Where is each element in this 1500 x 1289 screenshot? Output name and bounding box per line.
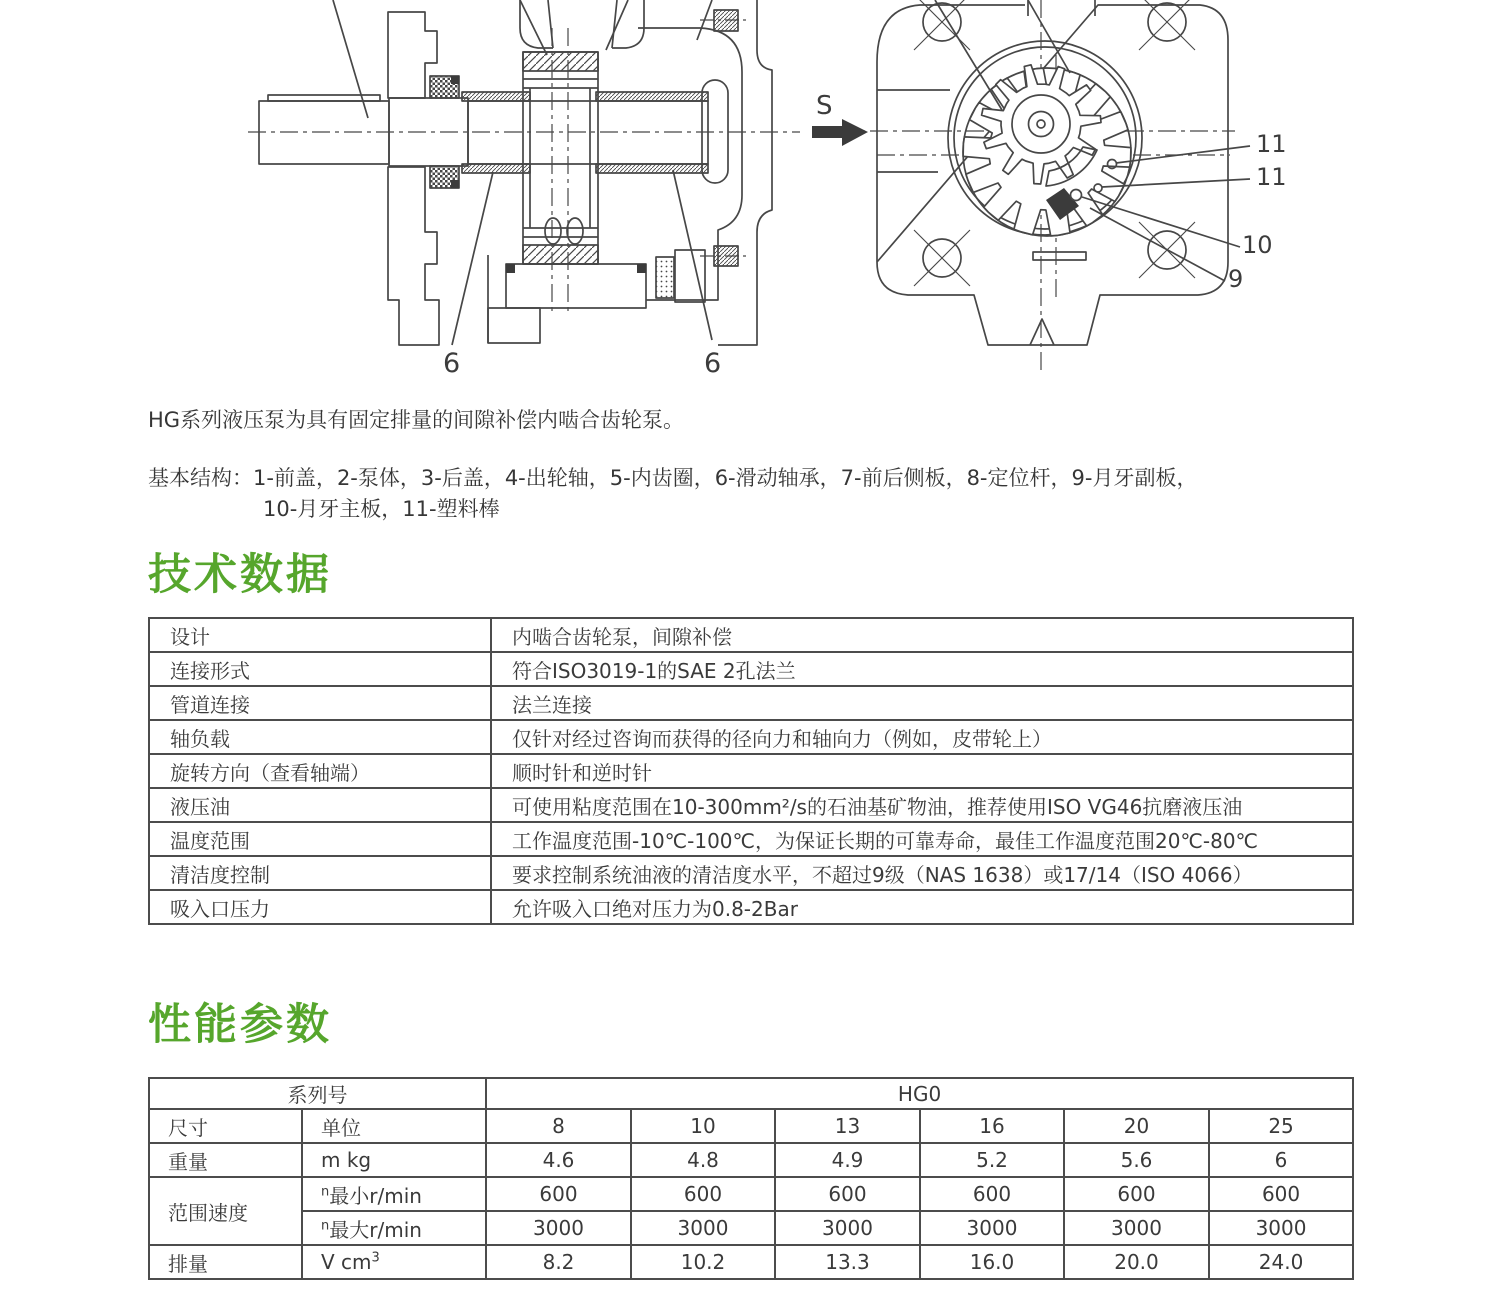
spec-label: 清洁度控制 [149, 856, 491, 890]
speed-max-value: 3000 [1064, 1211, 1209, 1245]
table-row [149, 822, 1353, 856]
speed-max-value: 3000 [920, 1211, 1064, 1245]
part-6-label-right: 6 [704, 348, 722, 379]
size-value: 25 [1209, 1109, 1353, 1143]
intro-paragraph: HG系列液压泵为具有固定排量的间隙补偿内啮合齿轮泵。 [148, 408, 685, 432]
spec-label: 管道连接 [149, 686, 491, 720]
spec-label: 温度范围 [149, 822, 491, 856]
table-row [149, 1177, 1353, 1211]
structure-list [148, 463, 1408, 525]
speed-min-value: 600 [1209, 1177, 1353, 1211]
table-row [149, 686, 1353, 720]
tech-data-heading: 技术数据 [148, 550, 332, 600]
table-row [149, 1078, 1353, 1109]
weight-value: 4.9 [775, 1143, 920, 1177]
tech-data-table [148, 617, 1354, 925]
part-9-label: 9 [1228, 265, 1244, 293]
speed-max-unit: $^n$最大r/min [302, 1211, 486, 1245]
weight-value: 6 [1209, 1143, 1353, 1177]
spec-value: 可使用粘度范围在10-300mm²/s的石油基矿物油，推荐使用ISO VG46抗磨液压油 [491, 788, 1353, 822]
structure-line1: 1-前盖，2-泵体，3-后盖，4-出轮轴，5-内齿圈，6-滑动轴承，7-前后侧板，8-定位杆，9-月牙副板， [253, 466, 1198, 490]
spec-label: 吸入口压力 [149, 890, 491, 924]
speed-min-value: 600 [775, 1177, 920, 1211]
spec-label: 轴负载 [149, 720, 491, 754]
front-view [812, 0, 1287, 375]
performance-heading: 性能参数 [148, 1000, 332, 1050]
performance-table [148, 1077, 1354, 1280]
weight-unit: m kg [302, 1143, 486, 1177]
size-value: 10 [631, 1109, 775, 1143]
weight-value: 5.2 [920, 1143, 1064, 1177]
series-value: HG0 [486, 1078, 1353, 1109]
weight-value: 5.6 [1064, 1143, 1209, 1177]
weight-value: 4.8 [631, 1143, 775, 1177]
spec-label: 连接形式 [149, 652, 491, 686]
table-row [149, 788, 1353, 822]
spec-value: 允许吸入口绝对压力为0.8-2Bar [491, 890, 1353, 924]
series-label: 系列号 [149, 1078, 486, 1109]
size-value: 20 [1064, 1109, 1209, 1143]
spec-label: 设计 [149, 618, 491, 652]
speed-min-value: 600 [631, 1177, 775, 1211]
speed-range-label: 范围速度 [149, 1177, 302, 1245]
table-row [149, 1143, 1353, 1177]
size-value: 16 [920, 1109, 1064, 1143]
speed-min-value: 600 [920, 1177, 1064, 1211]
speed-min-value: 600 [1064, 1177, 1209, 1211]
size-label: 尺寸 [149, 1109, 302, 1143]
unit-label: 单位 [302, 1109, 486, 1143]
cross-section-view [248, 0, 800, 379]
displacement-value: 8.2 [486, 1245, 631, 1279]
table-row [149, 1109, 1353, 1143]
displacement-value: 13.3 [775, 1245, 920, 1279]
speed-max-value: 3000 [775, 1211, 920, 1245]
pump-drawings-figure [0, 0, 1500, 380]
table-row [149, 720, 1353, 754]
part-11-label-top: 11 [1256, 130, 1287, 158]
speed-max-value: 3000 [486, 1211, 631, 1245]
table-row [149, 1211, 1353, 1245]
s-port-label: S [816, 91, 833, 121]
spec-value: 工作温度范围-10℃-100℃，为保证长期的可靠寿命，最佳工作温度范围20℃-80℃ [491, 822, 1353, 856]
structure-line2: 10-月牙主板，11-塑料棒 [263, 497, 500, 521]
weight-value: 4.6 [486, 1143, 631, 1177]
speed-max-value: 3000 [1209, 1211, 1353, 1245]
spec-value: 内啮合齿轮泵，间隙补偿 [491, 618, 1353, 652]
table-row [149, 890, 1353, 924]
spec-value: 要求控制系统油液的清洁度水平，不超过9级（NAS 1638）或17/14（ISO 4066） [491, 856, 1353, 890]
spec-value: 符合ISO3019-1的SAE 2孔法兰 [491, 652, 1353, 686]
displacement-value: 10.2 [631, 1245, 775, 1279]
part-11-label-bottom: 11 [1256, 163, 1287, 191]
size-value: 13 [775, 1109, 920, 1143]
table-row [149, 754, 1353, 788]
spec-label: 旋转方向（查看轴端） [149, 754, 491, 788]
size-value: 8 [486, 1109, 631, 1143]
speed-min-unit: $^n$最小r/min [302, 1177, 486, 1211]
structure-prefix: 基本结构： [148, 466, 253, 490]
part-10-label: 10 [1242, 231, 1273, 259]
displacement-unit: V $cm^3$ [302, 1245, 486, 1279]
table-row [149, 1245, 1353, 1279]
displacement-value: 16.0 [920, 1245, 1064, 1279]
displacement-label: 排量 [149, 1245, 302, 1279]
table-row [149, 618, 1353, 652]
spec-value: 顺时针和逆时针 [491, 754, 1353, 788]
part-6-label-left: 6 [443, 348, 461, 379]
spec-label: 液压油 [149, 788, 491, 822]
table-row [149, 856, 1353, 890]
speed-min-value: 600 [486, 1177, 631, 1211]
weight-label: 重量 [149, 1143, 302, 1177]
table-row [149, 652, 1353, 686]
spec-value: 仅针对经过咨询而获得的径向力和轴向力（例如，皮带轮上） [491, 720, 1353, 754]
speed-max-value: 3000 [631, 1211, 775, 1245]
displacement-value: 24.0 [1209, 1245, 1353, 1279]
spec-value: 法兰连接 [491, 686, 1353, 720]
displacement-value: 20.0 [1064, 1245, 1209, 1279]
suction-arrow-icon [812, 119, 868, 146]
